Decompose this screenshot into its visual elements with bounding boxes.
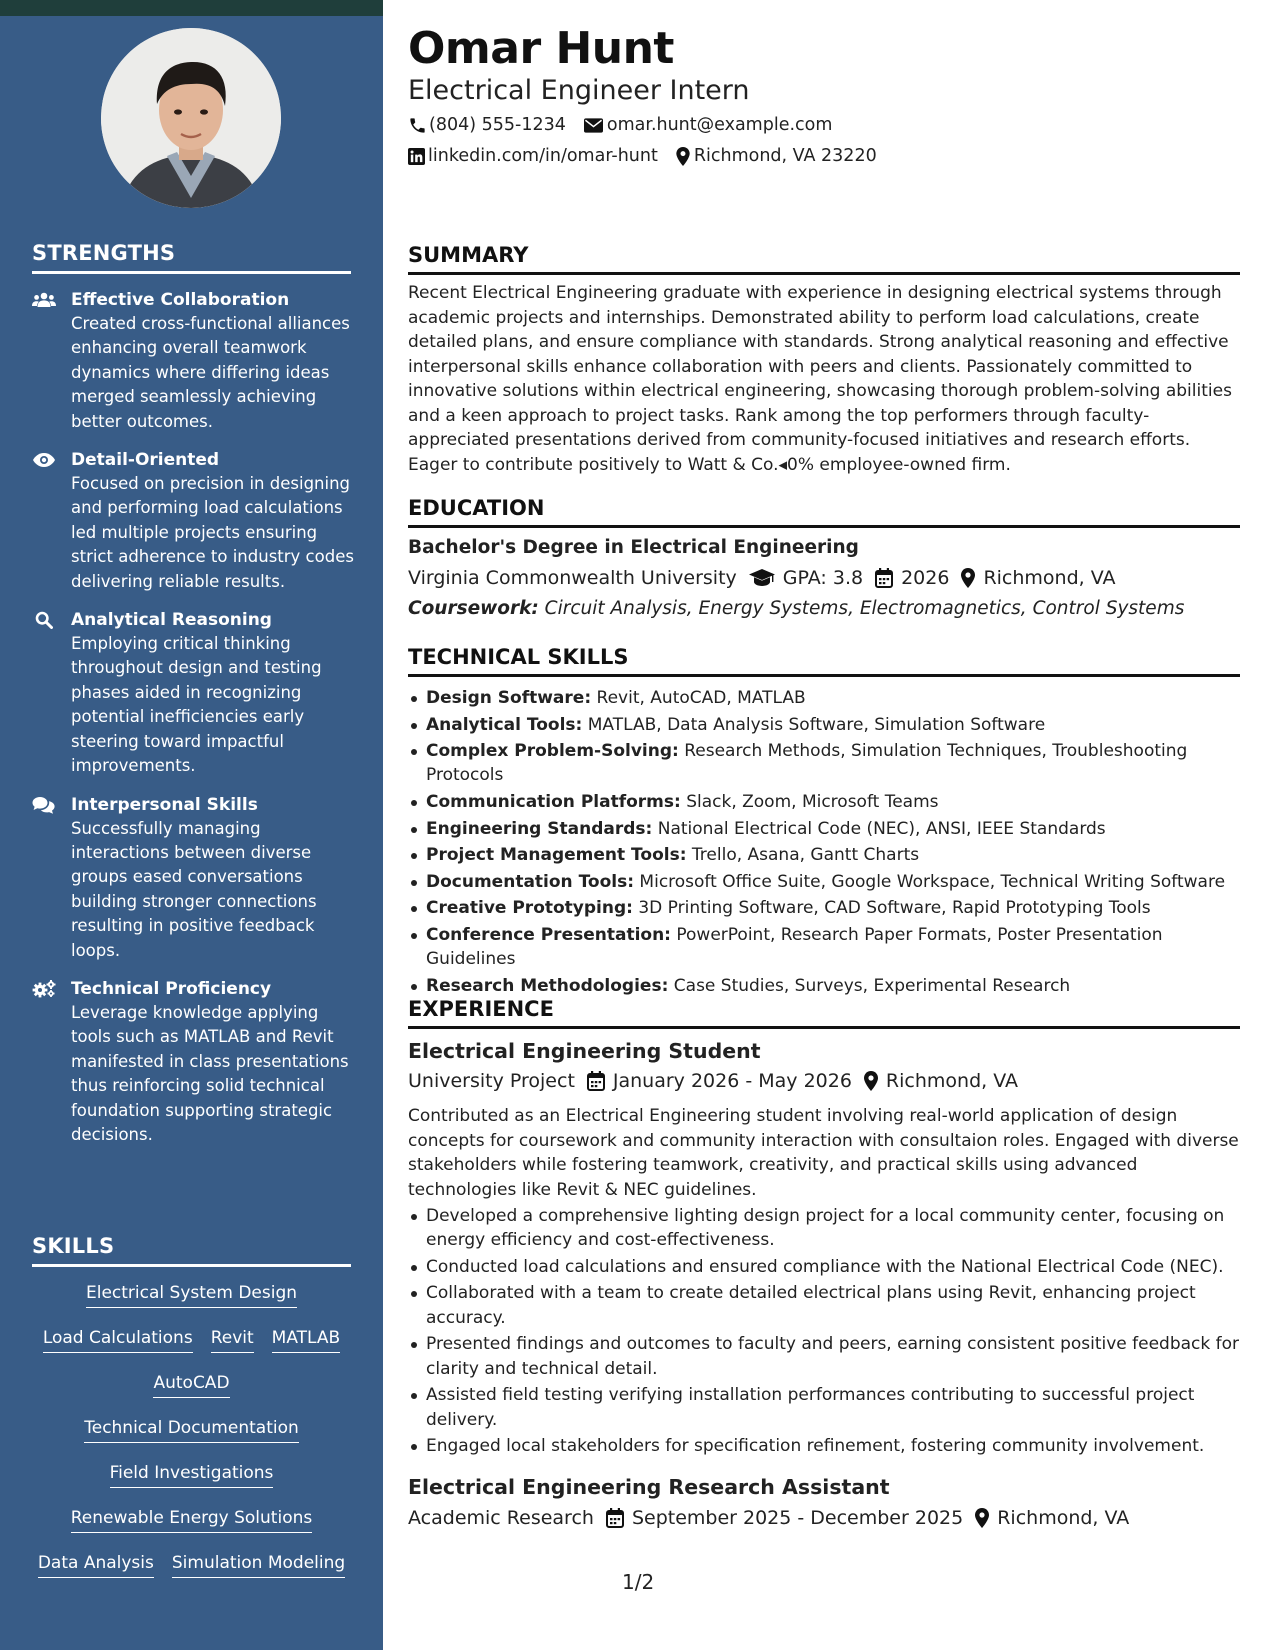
coursework-list: Circuit Analysis, Energy Systems, Electromagnetics, Control Systems <box>544 598 1185 619</box>
map-pin-icon <box>864 1071 878 1091</box>
address: Richmond, VA 23220 <box>693 146 877 166</box>
list-item: Collaborated with a team to create detailed electrical plans using Revit, enhancing project accuracy. <box>408 1281 1240 1330</box>
skill-tag: Simulation Modeling <box>172 1552 345 1578</box>
strength-title: Interpersonal Skills <box>71 794 258 815</box>
list-item <box>408 739 1240 788</box>
skill-tag: Revit <box>211 1327 254 1353</box>
strengths-heading: STRENGTHS <box>32 241 351 274</box>
coursework <box>408 596 1184 622</box>
map-pin-icon <box>961 568 975 588</box>
skill-category: Communication Platforms: <box>426 792 681 813</box>
skills-row <box>32 1462 351 1507</box>
skill-category: Creative Prototyping: <box>426 898 633 919</box>
strength-description: Employing critical thinking throughout design and testing phases aided in recognizing potential inefficiencies early steering toward impactful improvements. <box>71 634 322 776</box>
skill-category: Documentation Tools: <box>426 871 635 892</box>
strength-description: Created cross-functional alliances enhancing overall teamwork dynamics where differing ideas merged seamlessly achieving better outcomes. <box>71 314 350 431</box>
phone-number[interactable]: (804) 555-1234 <box>429 115 566 135</box>
job-organization: University Project <box>408 1070 575 1092</box>
education-meta <box>408 565 1116 591</box>
skills-row <box>32 1507 351 1552</box>
skills-row <box>32 1417 351 1462</box>
list-item <box>408 896 1240 920</box>
skill-tag: MATLAB <box>272 1327 341 1353</box>
list-item <box>408 817 1240 841</box>
phone-icon <box>408 116 427 135</box>
strength-item <box>32 448 354 594</box>
job-location: Richmond, VA <box>997 1507 1130 1529</box>
technical-skills-list <box>408 686 1240 1001</box>
strength-title: Detail-Oriented <box>71 450 220 471</box>
profile-photo <box>101 28 281 208</box>
skill-tag: Renewable Energy Solutions <box>71 1507 312 1533</box>
summary-heading: SUMMARY <box>408 242 1240 275</box>
comments-icon <box>32 796 56 814</box>
list-item <box>408 974 1240 998</box>
skill-category: Analytical Tools: <box>426 714 583 735</box>
profile-photo-image <box>101 28 281 208</box>
strength-item <box>32 793 354 963</box>
list-item <box>408 870 1240 894</box>
skills-heading: SKILLS <box>32 1234 351 1267</box>
users-icon <box>32 291 56 309</box>
list-item: Assisted field testing verifying installation performances contributing to successful project delivery. <box>408 1383 1240 1432</box>
school-name: Virginia Commonwealth University <box>408 567 737 589</box>
strength-description: Leverage knowledge applying tools such as MATLAB and Revit manifested in class presentations thus reinforcing solid technical foundation supporting strategic decisions. <box>71 1002 349 1144</box>
strength-description: Focused on precision in designing and performing load calculations led multiple projects ensuring strict adherence to industry codes delivering reliable results. <box>71 474 354 591</box>
list-item <box>408 713 1240 737</box>
list-item <box>408 923 1240 972</box>
list-item <box>408 843 1240 867</box>
strength-title: Analytical Reasoning <box>71 610 272 631</box>
skill-values: National Electrical Code (NEC), ANSI, IEEE Standards <box>657 818 1106 839</box>
search-icon <box>32 611 56 629</box>
page-number: 1/2 <box>622 1570 655 1594</box>
job-meta <box>408 1505 1129 1531</box>
job-dates: January 2026 - May 2026 <box>612 1070 852 1092</box>
list-item: Conducted load calculations and ensured compliance with the National Electrical Code (NEC). <box>408 1255 1240 1279</box>
degree-title: Bachelor's Degree in Electrical Engineering <box>408 537 859 558</box>
job-meta <box>408 1068 1018 1094</box>
list-item: Presented findings and outcomes to faculty and peers, earning consistent positive feedback for clarity and technical detail. <box>408 1332 1240 1381</box>
skill-values: PowerPoint, Research Paper Formats, Poster Presentation Guidelines <box>426 925 1163 970</box>
skill-tag: AutoCAD <box>153 1372 229 1398</box>
school-location: Richmond, VA <box>983 567 1116 589</box>
skill-values: Revit, AutoCAD, MATLAB <box>596 688 806 708</box>
technical-skills-heading: TECHNICAL SKILLS <box>408 644 1240 677</box>
job-organization: Academic Research <box>408 1507 594 1529</box>
skill-category: Project Management Tools: <box>426 845 687 866</box>
calendar-icon <box>606 1508 624 1528</box>
linkedin-link[interactable]: linkedin.com/in/omar-hunt <box>428 146 658 166</box>
sidebar <box>0 0 383 1650</box>
skill-values: Trello, Asana, Gantt Charts <box>691 845 920 866</box>
envelope-icon <box>584 118 603 133</box>
linkedin-icon <box>408 148 425 165</box>
strength-description: Successfully managing interactions between diverse groups eased conversations building stronger connections resulting in positive feedback loops. <box>71 818 317 960</box>
strength-title: Effective Collaboration <box>71 290 290 310</box>
graduation-year: 2026 <box>901 567 950 589</box>
gpa: GPA: 3.8 <box>782 567 864 589</box>
skills-row <box>32 1327 351 1372</box>
job-location: Richmond, VA <box>885 1070 1018 1092</box>
list-item: Engaged local stakeholders for specification refinement, fostering community involvement. <box>408 1434 1240 1458</box>
skill-values: 3D Printing Software, CAD Software, Rapid Prototyping Tools <box>638 898 1151 919</box>
job-title: Electrical Engineering Student <box>408 1039 761 1063</box>
skill-tag: Data Analysis <box>38 1552 154 1578</box>
job-bullets <box>408 1204 1240 1461</box>
skill-values: Slack, Zoom, Microsoft Teams <box>686 792 939 813</box>
email-link[interactable]: omar.hunt@example.com <box>606 115 833 135</box>
skill-tag: Field Investigations <box>110 1462 274 1488</box>
skills-list <box>32 1282 351 1597</box>
skills-row <box>32 1552 351 1597</box>
skill-tag: Electrical System Design <box>86 1282 297 1308</box>
calendar-icon <box>587 1071 605 1091</box>
skill-category: Engineering Standards: <box>426 818 653 839</box>
skill-category: Design Software: <box>426 688 592 708</box>
summary-text: Recent Electrical Engineering graduate with experience in designing electrical systems through academic projects and internships. Demonstrated ability to perform load calculations, create detailed plans, and ensure compliance with standards. Strong analytical reasoning and effective interpersonal skills enhance collaboration with peers and clients. Passionately committed to innovative solutions within electrical engineering, showcasing thorough problem-solving abilities and a keen approach to project tasks. Rank among the top performers through faculty-appreciated presentations derived from community-focused initiatives and research efforts. Eager to contribute positively to Watt & Co.◂0% employee-owned firm. <box>408 283 1232 475</box>
skill-category: Complex Problem-Solving: <box>426 741 679 762</box>
graduation-cap-icon <box>749 569 775 587</box>
skills-row <box>32 1282 351 1327</box>
skill-values: Case Studies, Surveys, Experimental Research <box>673 975 1071 996</box>
skill-values: MATLAB, Data Analysis Software, Simulation Software <box>587 714 1046 735</box>
experience-heading: EXPERIENCE <box>408 996 1240 1029</box>
strength-item <box>32 288 354 434</box>
list-item <box>408 790 1240 814</box>
skill-tag: Technical Documentation <box>84 1417 299 1443</box>
candidate-role: Electrical Engineer Intern <box>408 75 750 106</box>
contact-row <box>408 114 850 136</box>
list-item <box>408 686 1240 710</box>
skill-tag: Load Calculations <box>43 1327 193 1353</box>
strength-title: Technical Proficiency <box>71 978 272 999</box>
list-item: Developed a comprehensive lighting design project for a local community center, focusing on energy efficiency and cost-effectiveness. <box>408 1204 1240 1253</box>
strengths-list <box>32 288 354 1161</box>
skill-values: Microsoft Office Suite, Google Workspace, Technical Writing Software <box>639 871 1226 892</box>
calendar-icon <box>875 568 893 588</box>
education-heading: EDUCATION <box>408 495 1240 528</box>
candidate-name: Omar Hunt <box>408 23 674 74</box>
gears-icon <box>32 980 56 998</box>
skills-row <box>32 1372 351 1417</box>
strength-item <box>32 977 354 1147</box>
map-pin-icon <box>975 1508 989 1528</box>
map-pin-icon <box>676 147 690 166</box>
sidebar-top-bar <box>0 0 383 16</box>
job-description: Contributed as an Electrical Engineering student involving real-world application of design concepts for coursework and community interaction with consultaion roles. Engaged with diverse stakeholders while fostering teamwork, creativity, and practical skills using advanced technologies like Revit & NEC guidelines. <box>408 1106 1239 1200</box>
job-dates: September 2025 - December 2025 <box>631 1507 964 1529</box>
strength-item <box>32 608 354 778</box>
skill-values: Research Methods, Simulation Techniques, Troubleshooting Protocols <box>426 741 1188 786</box>
skill-category: Conference Presentation: <box>426 925 671 946</box>
job-title: Electrical Engineering Research Assistant <box>408 1475 890 1499</box>
eye-icon <box>32 451 56 469</box>
contact-row <box>408 145 895 167</box>
coursework-label: Coursework: <box>408 598 539 619</box>
skill-category: Research Methodologies: <box>426 975 669 996</box>
